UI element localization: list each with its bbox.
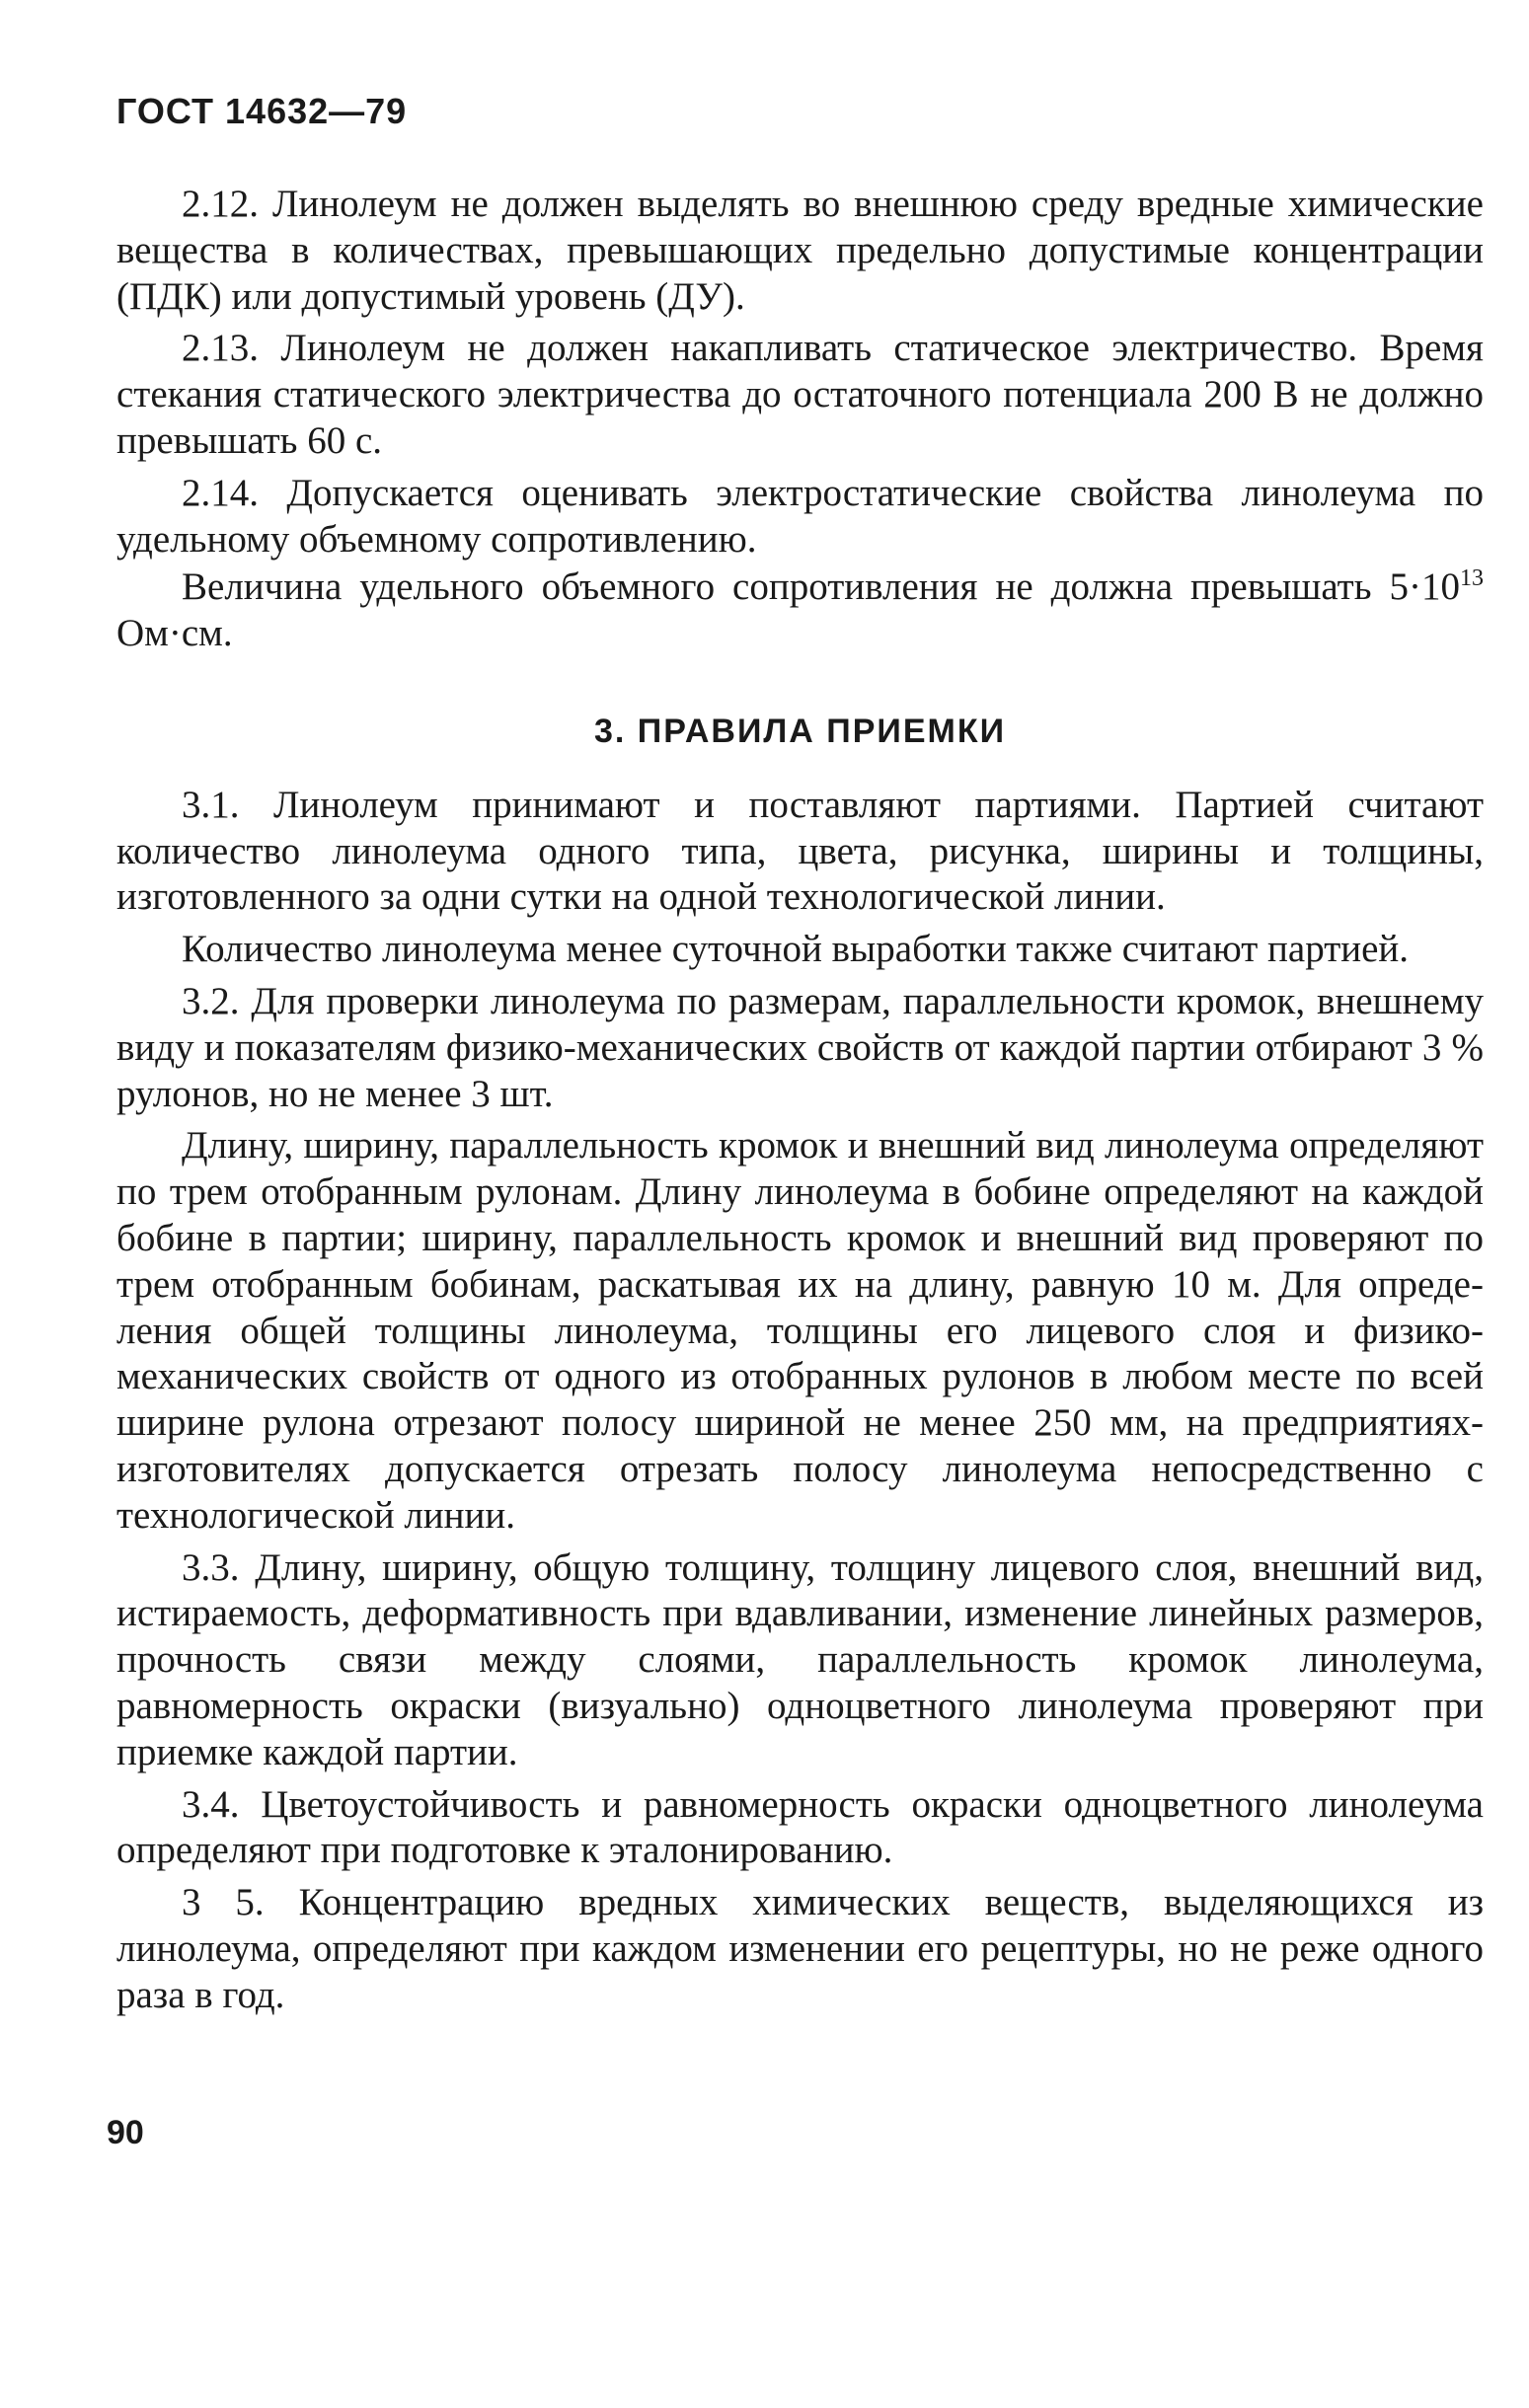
paragraph-3-2-continued: Длину, ширину, параллельность кромок и внешний вид линолеума определяют по трем отобранным рулонам. Длину линолеума в бобине определяют на каждой бобине в партии; ширину, параллельность кромок и внешний вид проверяют по трем отобранным бобинам, раскатывая их на длину, равную 10 м. Для определения общей толщины линолеума, толщины его лицевого слоя и физико-механических свойств от одного из отобранных рулонов в любом месте по всей ширине рулона отрезают полосу шириной не менее 250 мм, на предприятиях-изготовителях допускается отрезать полосу линолеума непосредственно с технологической линии.	[116, 1124, 1484, 1537]
paragraph-3-3: 3.3. Длину, ширину, общую толщину, толщину лицевого слоя, внешний вид, истираемость, деформативность при вдавливании, изменение линейных размеров, прочность связи между слоями, параллельность кромок линолеума, равномерность окраски (визуально) одноцветного линолеума проверяют при приемке каждой партии.	[116, 1545, 1484, 1773]
resistance-unit: Ом·см.	[116, 612, 233, 655]
paragraph-2-14-resistance	[116, 564, 1484, 657]
document-body	[116, 182, 1484, 2024]
resistance-exponent: 13	[1460, 565, 1484, 592]
resistance-text: Величина удельного объемного сопротивления не должна превышать 5·10	[182, 565, 1460, 609]
paragraph-3-1-continued: Количество линолеума менее суточной выработки также считают партией.	[182, 928, 1410, 971]
paragraph-2-12: 2.12. Линолеум не должен выделять во внешнюю среду вредные химические вещества в количествах, превышающих предельно допустимые концентрации (ПДК) или допустимый уровень (ДУ).	[116, 183, 1484, 318]
paragraph-3-5: 3 5. Концентрацию вредных химических веществ, выделяющихся из линолеума, определяют при каждом изменении его рецептуры, но не реже одного раза в год.	[116, 1881, 1484, 2016]
paragraph-3-2: 3.2. Для проверки линолеума по размерам, параллельности кромок, внешнему виду и показателям физико-механических свойств от каждой партии отбирают 3 % рулонов, но не менее 3 шт.	[116, 979, 1484, 1115]
paragraph-2-14: 2.14. Допускается оценивать электростатические свойства линолеума по удельному объемному сопротивлению.	[116, 471, 1484, 561]
paragraph-3-1: 3.1. Линолеум принимают и поставляют партиями. Партией считают количество линолеума одного типа, цвета, рисунка, ширины и толщины, изготовленного за одни сутки на одной технологической линии.	[116, 783, 1484, 919]
paragraph-2-13: 2.13. Линолеум не должен накапливать статическое электричество. Время стекания статического электричества до остаточного потенциала 200 В не должно превышать 60 с.	[116, 327, 1484, 462]
section-3-title: 3. ПРАВИЛА ПРИЕМКИ	[593, 712, 1007, 750]
paragraph-3-4: 3.4. Цветоустойчивость и равномерность окраски одноцветного линолеума определяют при подготовке к эталонированию.	[116, 1782, 1484, 1872]
standard-header: ГОСТ 14632—79	[116, 91, 408, 131]
page-number: 90	[107, 2114, 144, 2151]
